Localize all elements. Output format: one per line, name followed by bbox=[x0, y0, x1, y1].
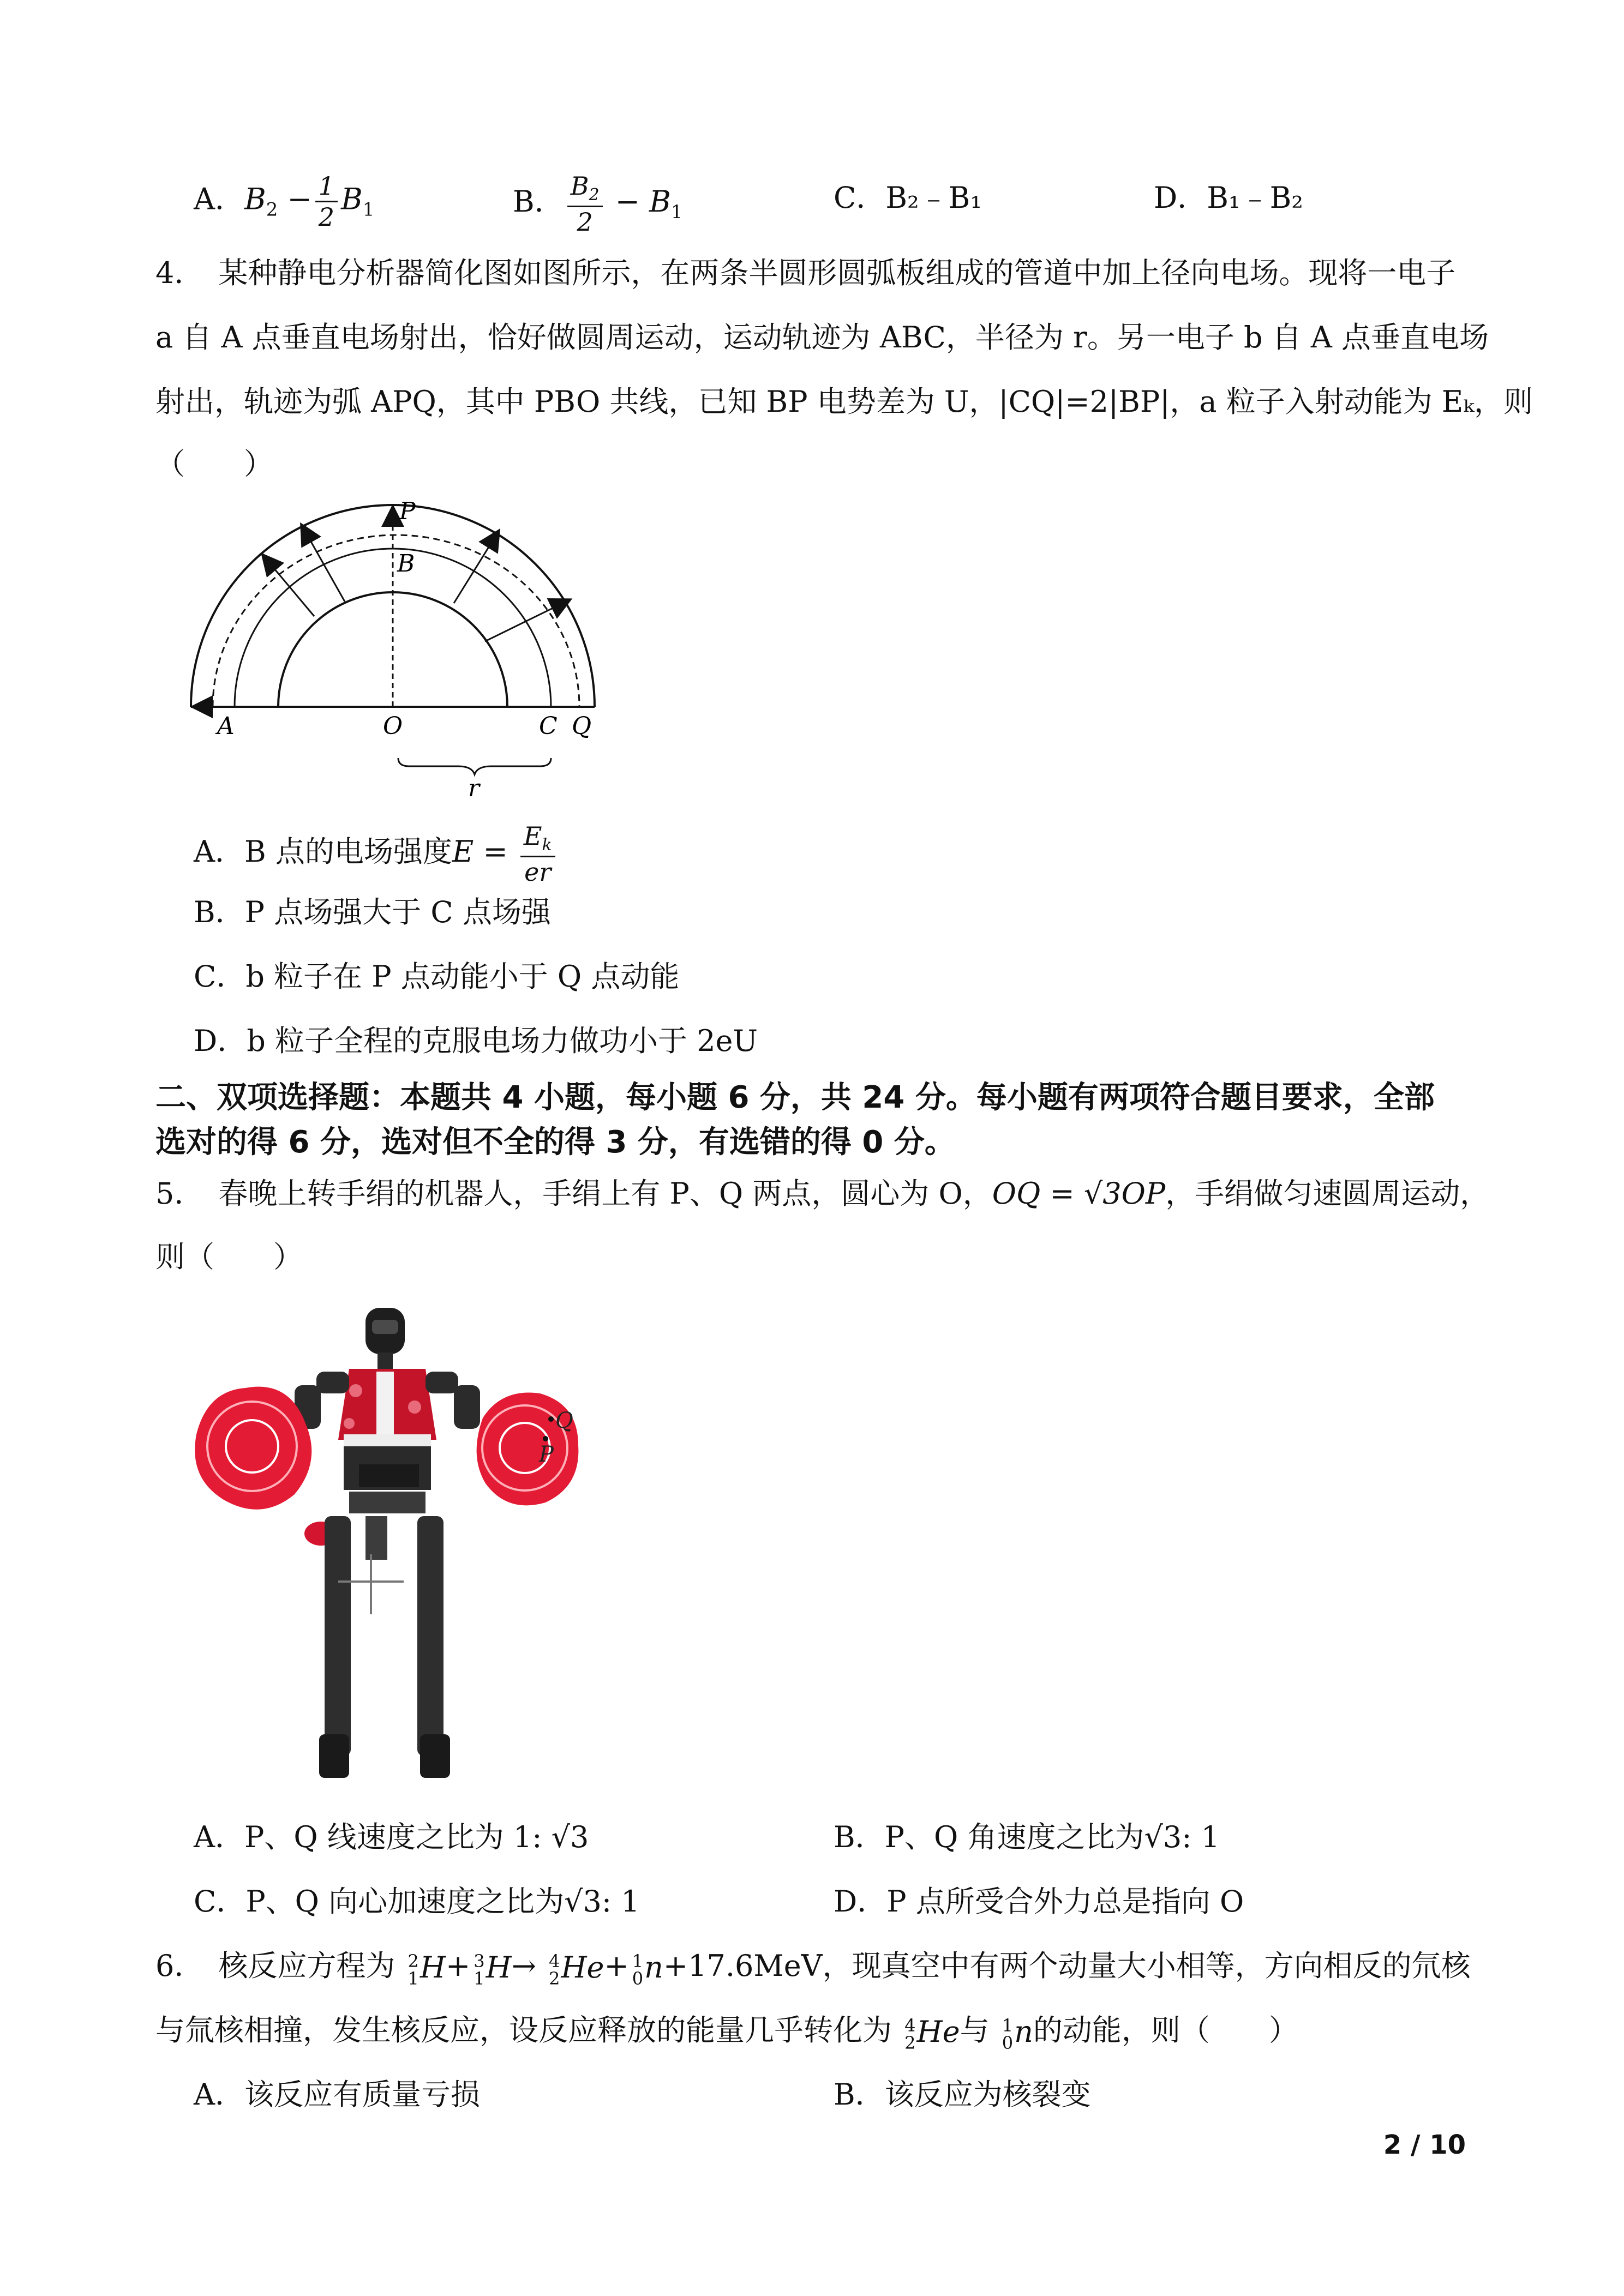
q6-stem-line-2: 与氚核相撞，发生核反应，设反应释放的能量几乎转化为 4 2 He与 1 0 n的动能，则（ ） bbox=[155, 2013, 1298, 2053]
label-p: P bbox=[399, 497, 416, 525]
section2-heading-line-1: 二、双项选择题：本题共 4 小题，每小题 6 分，共 24 分。每小题有两项符合题目要求，全部 bbox=[155, 1080, 1435, 1115]
q5-option-a: A．P、Q 线速度之比为 1: √3 bbox=[194, 1820, 589, 1854]
q5-option-c: C．P、Q 向心加速度之比为√3: 1 bbox=[194, 1884, 640, 1919]
q4-stem-line-1: 4． 某种静电分析器简化图如图所示，在两条半圆形圆弧板组成的管道中加上径向电场。现将一电子 bbox=[155, 256, 1456, 290]
label-r: r bbox=[468, 774, 480, 802]
field-arrow bbox=[485, 600, 570, 641]
q4-option-c: C．b 粒子在 P 点动能小于 Q 点动能 bbox=[194, 959, 680, 994]
q6-stem-line-1: 6． 核反应方程为 2 1 H+ 3 1 H→ 4 2 He+ 1 0 n+17.6MeV，现真空中有两个动量大小相等，方向相反的氘核 bbox=[155, 1949, 1471, 1989]
label-p: P bbox=[539, 1442, 554, 1467]
q4-stem-line-2: a 自 A 点垂直电场射出，恰好做圆周运动，运动轨迹为 ABC，半径为 r。另一电子 b 自 A 点垂直电场 bbox=[155, 320, 1489, 354]
q4-stem-line-4: （ ） bbox=[155, 447, 273, 481]
label-a: A bbox=[217, 712, 235, 740]
label-c: C bbox=[539, 712, 558, 740]
q3-option-d: D．B₁﹣B₂ bbox=[1154, 181, 1303, 215]
section2-heading-line-2: 选对的得 6 分，选对但不全的得 3 分，有选错的得 0 分。 bbox=[155, 1125, 955, 1160]
q5-option-d: D．P 点所受合外力总是指向 O bbox=[834, 1884, 1244, 1919]
q6-option-a: A．该反应有质量亏损 bbox=[194, 2077, 480, 2112]
q5-stem-line-2: 则（ ） bbox=[155, 1240, 303, 1274]
q5-stem-line-1: 5． 春晚上转手绢的机器人，手绢上有 P、Q 两点，圆心为 O，OQ = √3OP，手绢做匀速圆周运动， bbox=[155, 1176, 1490, 1211]
q3-option-a: A．$B_2$ − $\frac{1}{2}$ $B_1$ bbox=[194, 171, 375, 232]
field-arrow bbox=[454, 531, 499, 603]
field-arrow bbox=[302, 525, 345, 602]
q4-stem-line-3: 射出，轨迹为弧 APQ，其中 PBO 共线，已知 BP 电势差为 U，|CQ|=2|BP|，a 粒子入射动能为 Eₖ，则 bbox=[155, 384, 1533, 419]
label-q: Q bbox=[572, 712, 592, 740]
robot-handkerchief-figure bbox=[185, 1298, 600, 1789]
page-number: 2 / 10 bbox=[1383, 2130, 1466, 2160]
q4-option-a: A．B 点的电场强度E = $\frac{E_k}{er}$ bbox=[194, 824, 559, 885]
label-o: O bbox=[383, 712, 403, 740]
label-q: Q bbox=[555, 1408, 573, 1433]
q3-option-c: C．B₂﹣B₁ bbox=[834, 181, 982, 215]
q4-option-b: B．P 点场强大于 C 点场强 bbox=[194, 895, 551, 929]
q6-option-b: B．该反应为核裂变 bbox=[834, 2077, 1091, 2112]
electrostatic-analyzer-figure bbox=[180, 491, 616, 802]
q3-option-b: B． $\frac{B_2}{2}$ − $B_1$ bbox=[513, 171, 683, 237]
label-b: B bbox=[397, 550, 415, 578]
q4-option-d: D．b 粒子全程的克服电场力做功小于 2eU bbox=[194, 1024, 758, 1058]
q5-option-b: B．P、Q 角速度之比为√3: 1 bbox=[834, 1820, 1220, 1854]
